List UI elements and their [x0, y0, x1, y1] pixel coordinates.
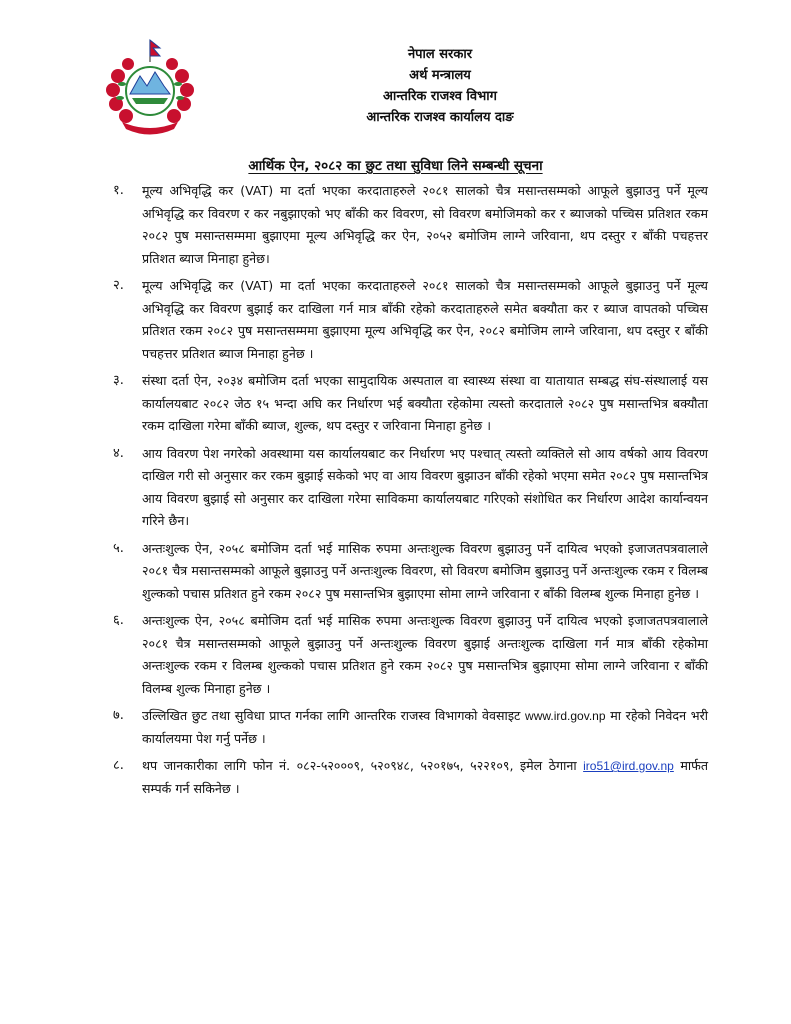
item-number: ६. — [113, 613, 124, 628]
list-item — [113, 180, 708, 270]
item-number: ७. — [113, 708, 124, 723]
list-item — [113, 755, 708, 800]
list-item — [113, 538, 708, 606]
item-text: मूल्य अभिवृद्धि कर (VAT) मा दर्ता भएका करदाताहरुले २०८१ सालको चैत्र मसान्तसम्मको आफूले बुझाउनु पर्ने मूल्य अभिवृद्धि कर विवरण र कर नबुझाएको भए बाँकी कर विवरण, सो विवरण बमोजिमको कर र ब्याजको पच्चिस प्रतिशत रकम २०८२ पुष मसान्तसम्ममा बुझाएमा मूल्य अभिवृद्धि कर ऐन, २०५२ बमोजिम लाग्ने जरिवाना, थप दस्तुर र बाँकी पचहत्तर प्रतिशत ब्याज मिनाहा हुनेछ। — [142, 183, 708, 266]
item-number: २. — [113, 278, 124, 293]
nepal-government-emblem-icon — [100, 36, 200, 136]
org-line: नेपाल सरकार — [407, 47, 473, 62]
list-item — [113, 370, 708, 438]
issuing-office-header — [270, 44, 610, 128]
item-text: आय विवरण पेश नगरेको अवस्थामा यस कार्यालयबाट कर निर्धारण भए पश्चात् त्यस्तो व्यक्तिले सो आय वर्षको आय विवरण दाखिल गरी सो अनुसार कर रकम बुझाई सकेको भए वा आय विवरण बुझाउन बाँकी रहेको भएमा समेत २०८२ पुष मसान्तभित्र आय विवरण बुझाई सो अनुसार कर दाखिला गरेमा साविकमा कार्यालयबाट गरिएको संशोधित कर निर्धारण आदेश कार्यान्वयन गरिने छैन। — [142, 445, 708, 528]
website-link[interactable]: www.ird.gov.np — [525, 709, 606, 723]
item-text — [142, 755, 708, 800]
item-text-part: मार्फत सम्पर्क गर्न सकिनेछ । — [142, 758, 708, 796]
item-number: १. — [113, 183, 124, 198]
org-line: आन्तरिक राजश्व कार्यालय दाङ — [366, 110, 514, 125]
item-number: ३. — [113, 373, 124, 388]
email-link[interactable]: iro51@ird.gov.np — [583, 759, 674, 773]
item-text — [142, 705, 708, 750]
org-line: आन्तरिक राजश्व विभाग — [383, 89, 497, 104]
item-text: अन्तःशुल्क ऐन, २०५८ बमोजिम दर्ता भई मासिक रुपमा अन्तःशुल्क विवरण बुझाउनु पर्ने दायित्व भएको इजाजतपत्रवालाले २०८१ चैत्र मसान्तसम्मको आफूले बुझाउनु पर्ने अन्तःशुल्क विवरण बुझाई अन्तःशुल्क दाखिला गर्न मात्र बाँकी रहेकोमा अन्तःशुल्क रकम र विलम्ब शुल्कको पचास प्रतिशत हुने रकम २०८२ पुष मसान्तभित्र बुझाएमा सोमा लाग्ने जरिवाना र बाँकी विलम्ब शुल्क मिनाहा हुनेछ । — [142, 613, 708, 696]
item-number: ५. — [113, 540, 124, 556]
list-item — [113, 610, 708, 700]
list-item — [113, 705, 708, 750]
item-text: मूल्य अभिवृद्धि कर (VAT) मा दर्ता भएका करदाताहरुले २०८१ सालको चैत्र मसान्तसम्मको आफूले बुझाउनु पर्ने मूल्य अभिवृद्धि कर विवरण बुझाई कर दाखिला गर्न मात्र बाँकी रहेको करदाताहरुले समेत बक्यौता कर र ब्याज वापतको पच्चिस प्रतिशत रकम २०८२ पुष मसान्तसम्ममा बुझाएमा मूल्य अभिवृद्धि कर ऐन, २०८२ बमोजिम लाग्ने जरिवाना, थप दस्तुर र बाँकी पचहत्तर प्रतिशत ब्याज मिनाहा हुनेछ । — [142, 278, 708, 361]
item-text: अन्तःशुल्क ऐन, २०५८ बमोजिम दर्ता भई मासिक रुपमा अन्तःशुल्क विवरण बुझाउनु पर्ने दायित्व भएको इजाजतपत्रवालाले २०८१ चैत्र मसान्तसम्मको आफूले बुझाउनु पर्ने अन्तःशुल्क विवरण, सो विवरण बमोजिम बुझाउनु पर्ने अन्तःशुल्क रकम र विलम्ब शुल्कको पचास प्रतिशत हुने रकम २०८२ पुष मसान्तभित्र बुझाएमा सोमा लाग्ने जरिवाना र बाँकी विलम्ब शुल्क मिनाहा हुनेछ । — [142, 540, 708, 601]
notice-title-text: आर्थिक ऐन, २०८२ का छुट तथा सुविधा लिने सम्बन्धी सूचना — [248, 158, 543, 174]
list-item — [113, 275, 708, 365]
item-text-part: मा रहेको निवेदन भरी कार्यालयमा पेश गर्नु पर्नेछ । — [142, 708, 709, 746]
item-text: संस्था दर्ता ऐन, २०३४ बमोजिम दर्ता भएका सामुदायिक अस्पताल वा स्वास्थ्य संस्था वा यातायात सम्बद्ध संघ-संस्थालाई यस कार्यालयबाट २०८२ जेठ १५ भन्दा अघि कर निर्धारण भई बक्यौता रहेकोमा त्यस्तो करदाताले २०८२ पुष मसान्तभित्र बक्यौता रकम दाखिला गरेमा बाँकी ब्याज, शुल्क, थप दस्तुर र जरिवाना मिनाहा हुनेछ । — [142, 373, 708, 433]
notice-items — [113, 180, 708, 805]
notice-title — [0, 155, 791, 174]
list-item — [113, 443, 708, 533]
item-text-part: उल्लिखित छुट तथा सुविधा प्राप्त गर्नका लागि आन्तरिक राजस्व विभागको वेवसाइट — [142, 708, 521, 723]
item-text-part: थप जानकारीका लागि फोन नं. ०८२-५२०००९, ५२०९४८, ५२०१७५, ५२२१०९, इमेल ठेगाना — [142, 758, 577, 773]
org-line: अर्थ मन्त्रालय — [409, 68, 471, 83]
item-number: ८. — [113, 758, 124, 773]
item-number: ४. — [113, 445, 124, 461]
